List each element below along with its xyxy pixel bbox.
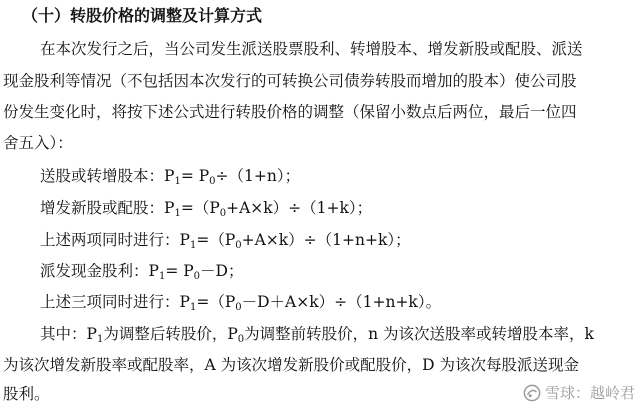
formula-lhs-subscript: 1: [174, 208, 181, 219]
formula-lhs: P: [148, 262, 159, 280]
note-line-3: 股利。: [3, 385, 50, 403]
formula-lhs: P: [179, 231, 190, 249]
formula-label: 派发现金股利：: [40, 262, 149, 280]
formula-lhs: P: [164, 167, 175, 185]
note-text: 为调整后转股价，P: [103, 325, 238, 343]
formula-rights-issue: [40, 197, 372, 225]
formula-rest: －D；: [200, 262, 244, 280]
formula-eq: = P: [165, 262, 194, 280]
formula-rest: ÷（1+n）；: [215, 167, 301, 185]
note-subscript: 1: [96, 334, 104, 345]
formula-p0-subscript: 0: [235, 240, 242, 251]
formula-lhs-subscript: 1: [189, 302, 197, 313]
formula-eq: =（P: [196, 231, 236, 249]
formula-eq: = P: [180, 167, 210, 185]
formula-p0-subscript: 0: [235, 302, 242, 313]
formula-label: 上述三项同时进行：: [40, 293, 180, 311]
intro-line-2: 现金股利等情况（不包括因本次发行的可转换公司债券转股而增加的股本）使公司股: [3, 72, 577, 90]
formula-p0-subscript: 0: [209, 176, 216, 187]
intro-line-3: 份发生变化时，将按下述公式进行转股价格的调整（保留小数点后两位，最后一位四: [3, 103, 577, 121]
note-subscript: 0: [237, 334, 245, 345]
intro-line-4: 舍五入）：: [3, 134, 73, 152]
watermark-text: 雪球：越岭君: [544, 384, 635, 402]
watermark: [523, 382, 635, 403]
formula-lhs-subscript: 1: [158, 271, 166, 282]
formula-lhs: P: [164, 199, 175, 217]
note-text: 为调整前转股价，n 为该次送股率或转增股本率，k: [244, 325, 594, 343]
formula-two-combined: [40, 229, 411, 257]
formula-cash-dividend: [40, 260, 243, 288]
formula-label: 增发新股或配股：: [40, 199, 165, 217]
note-line-1: [40, 323, 594, 351]
snowball-logo-icon: [523, 384, 541, 402]
formula-p0-subscript: 0: [219, 208, 227, 219]
formula-bonus-shares: [40, 165, 300, 193]
formula-eq: =（P: [180, 199, 220, 217]
section-heading: （十）转股价格的调整及计算方式: [22, 6, 263, 25]
note-text: 其中：P: [40, 325, 97, 343]
formula-three-combined: [40, 291, 441, 319]
formula-label: 上述两项同时进行：: [40, 231, 180, 249]
intro-line-1: 在本次发行之后，当公司发生派送股票股利、转增股本、增发新股或配股、派送: [40, 40, 583, 58]
note-line-2: 为该次增发新股率或配股率，A 为该次增发新股价或配股价，D 为该次每股派送现金: [3, 356, 579, 374]
formula-eq: =（P: [196, 293, 236, 311]
formula-rest: +A×k）÷（1+k）；: [226, 199, 373, 217]
formula-lhs: P: [179, 293, 190, 311]
formula-lhs-subscript: 1: [189, 240, 197, 251]
formula-p0-subscript: 0: [193, 271, 201, 282]
formula-rest: －D＋A×k）÷（1+n+k）。: [241, 293, 442, 311]
formula-lhs-subscript: 1: [174, 176, 181, 187]
formula-rest: +A×k）÷（1+n+k）；: [241, 231, 411, 249]
formula-label: 送股或转增股本：: [40, 167, 165, 185]
